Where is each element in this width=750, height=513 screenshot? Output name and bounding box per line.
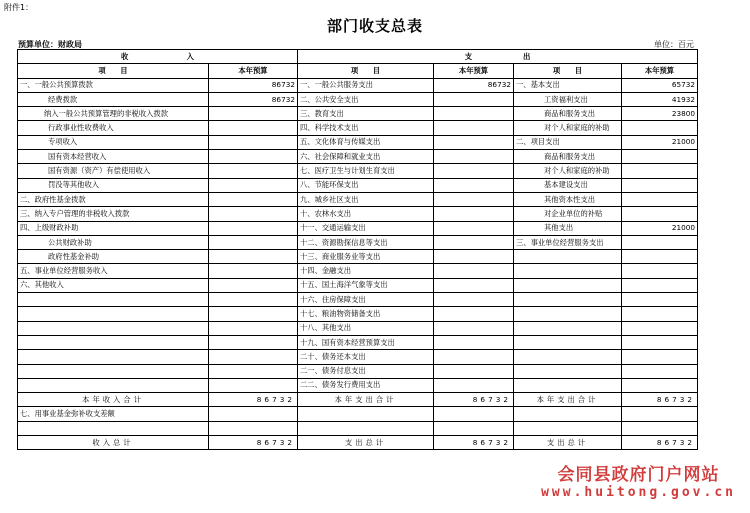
- site-watermark: [541, 460, 736, 500]
- expense-item-cell: 十七、粮油物资储备支出: [298, 307, 434, 321]
- expense-item-cell: 支出总计: [298, 436, 434, 450]
- table-row: [18, 121, 698, 135]
- expense-item-cell: 十三、商业服务业等支出: [298, 250, 434, 264]
- income-budget-cell: [209, 278, 298, 292]
- table-row: [18, 192, 698, 206]
- expense-budget-cell: [434, 107, 514, 121]
- income-budget-cell: [209, 107, 298, 121]
- income-item-cell: 二、政府性基金拨款: [18, 192, 209, 206]
- expense-budget-cell: [434, 335, 514, 349]
- expense-nature-budget-cell: [622, 335, 698, 349]
- expense-item-cell: 一、一般公共服务支出: [298, 78, 434, 92]
- table-row: [18, 92, 698, 106]
- income-item-cell: 国有资本经营收入: [18, 150, 209, 164]
- table-row: [18, 307, 698, 321]
- expense-nature-budget-cell: [622, 207, 698, 221]
- expense-item-cell: 七、医疗卫生与计划生育支出: [298, 164, 434, 178]
- page-title: 部门收支总表: [326, 17, 423, 35]
- expense-nature-budget-header: 本年预算: [622, 64, 698, 78]
- income-item-cell: 政府性基金补助: [18, 250, 209, 264]
- expense-nature-budget-cell: [622, 121, 698, 135]
- expense-budget-cell: [434, 207, 514, 221]
- income-budget-cell: [209, 364, 298, 378]
- income-budget-header: 本年预算: [209, 64, 298, 78]
- expense-budget-cell: [434, 178, 514, 192]
- expense-budget-cell: [434, 221, 514, 235]
- expense-nature-budget-cell: 41932: [622, 92, 698, 106]
- expense-budget-cell: [434, 121, 514, 135]
- table-row: [18, 164, 698, 178]
- expense-item-cell: 五、文化体育与传媒支出: [298, 135, 434, 149]
- income-budget-cell: [209, 221, 298, 235]
- income-item-cell: 四、上级财政补助: [18, 221, 209, 235]
- income-budget-cell: [209, 293, 298, 307]
- table-row: [18, 264, 698, 278]
- income-item-cell: [18, 293, 209, 307]
- expense-nature-item-cell: 支出总计: [514, 436, 622, 450]
- expense-nature-budget-cell: [622, 150, 698, 164]
- income-item-cell: [18, 421, 209, 435]
- income-item-cell: [18, 378, 209, 392]
- expense-nature-item-cell: 其他资本性支出: [514, 192, 622, 206]
- expense-budget-cell: 86732: [434, 436, 514, 450]
- expense-nature-budget-cell: [622, 250, 698, 264]
- income-item-cell: 七、用事业基金弥补收支差额: [18, 407, 209, 421]
- expense-nature-budget-cell: 65732: [622, 78, 698, 92]
- expense-item-cell: [298, 421, 434, 435]
- expense-nature-item-cell: 一、基本支出: [514, 78, 622, 92]
- expense-item-cell: 十二、资源勘探信息等支出: [298, 235, 434, 249]
- income-budget-cell: 86732: [209, 92, 298, 106]
- income-item-cell: 国有资源（资产）有偿使用收入: [18, 164, 209, 178]
- income-budget-cell: [209, 207, 298, 221]
- income-budget-cell: [209, 264, 298, 278]
- expense-nature-budget-cell: [622, 307, 698, 321]
- expense-item-cell: 二二、债务发行费用支出: [298, 378, 434, 392]
- income-item-cell: 六、其他收入: [18, 278, 209, 292]
- income-budget-cell: [209, 421, 298, 435]
- income-item-cell: 纳入一般公共预算管理的非税收入拨款: [18, 107, 209, 121]
- expense-item-cell: 十九、国有资本经营预算支出: [298, 335, 434, 349]
- expense-nature-item-cell: [514, 421, 622, 435]
- income-budget-cell: [209, 164, 298, 178]
- expense-budget-cell: [434, 235, 514, 249]
- expense-budget-cell: [434, 350, 514, 364]
- expense-nature-budget-cell: [622, 407, 698, 421]
- expense-nature-budget-cell: [622, 164, 698, 178]
- expense-nature-item-cell: 商品和服务支出: [514, 150, 622, 164]
- income-item-cell: 经费拨款: [18, 92, 209, 106]
- expense-budget-cell: [434, 307, 514, 321]
- table-row: [18, 235, 698, 249]
- expense-nature-item-cell: 本年支出合计: [514, 393, 622, 407]
- expense-nature-item-cell: [514, 307, 622, 321]
- expense-nature-item-cell: [514, 321, 622, 335]
- expense-item-cell: 二十、债务还本支出: [298, 350, 434, 364]
- expense-nature-budget-cell: [622, 178, 698, 192]
- currency-unit-label: 单位：百元: [654, 40, 694, 49]
- expense-budget-cell: [434, 293, 514, 307]
- table-row: [18, 221, 698, 235]
- expense-budget-cell: [434, 378, 514, 392]
- income-budget-cell: [209, 407, 298, 421]
- income-item-cell: 公共财政补助: [18, 235, 209, 249]
- income-item-cell: 行政事业性收费收入: [18, 121, 209, 135]
- expense-budget-cell: 86732: [434, 78, 514, 92]
- expense-nature-item-cell: [514, 378, 622, 392]
- expense-section-header: 支 出: [298, 50, 698, 64]
- expense-nature-item-cell: [514, 364, 622, 378]
- expense-nature-item-cell: 对个人和家庭的补助: [514, 121, 622, 135]
- table-row: [18, 321, 698, 335]
- expense-budget-cell: [434, 164, 514, 178]
- income-item-cell: 本年收入合计: [18, 393, 209, 407]
- expense-nature-budget-cell: 86732: [622, 393, 698, 407]
- expense-nature-item-cell: [514, 264, 622, 278]
- income-budget-cell: [209, 307, 298, 321]
- expense-item-cell: 十、农林水支出: [298, 207, 434, 221]
- income-budget-cell: [209, 121, 298, 135]
- expense-item-cell: 本年支出合计: [298, 393, 434, 407]
- table-row: [18, 364, 698, 378]
- expense-nature-item-cell: 工资福利支出: [514, 92, 622, 106]
- expense-item-cell: 二一、债务付息支出: [298, 364, 434, 378]
- table-row: [18, 250, 698, 264]
- expense-nature-item-cell: [514, 293, 622, 307]
- expense-budget-cell: [434, 421, 514, 435]
- expense-budget-cell: [434, 92, 514, 106]
- expense-nature-budget-cell: 23800: [622, 107, 698, 121]
- expense-item-cell: 九、城乡社区支出: [298, 192, 434, 206]
- table-row: [18, 421, 698, 435]
- table-row: [18, 135, 698, 149]
- expense-item-cell: 四、科学技术支出: [298, 121, 434, 135]
- table-row: [18, 335, 698, 349]
- expense-item-cell: 三、教育支出: [298, 107, 434, 121]
- expense-budget-cell: [434, 150, 514, 164]
- expense-nature-item-cell: 二、项目支出: [514, 135, 622, 149]
- table-row: [18, 178, 698, 192]
- expense-nature-budget-cell: 86732: [622, 436, 698, 450]
- expense-nature-budget-cell: [622, 321, 698, 335]
- expense-budget-cell: [434, 321, 514, 335]
- expense-item-cell: 十四、金融支出: [298, 264, 434, 278]
- table-row: [18, 407, 698, 421]
- table-row: [18, 278, 698, 292]
- income-budget-cell: [209, 378, 298, 392]
- section-header-row: [18, 50, 698, 64]
- expense-nature-item-cell: 商品和服务支出: [514, 107, 622, 121]
- column-header-row: [18, 64, 698, 78]
- expense-nature-item-cell: [514, 278, 622, 292]
- expense-item-cell: 八、节能环保支出: [298, 178, 434, 192]
- income-budget-cell: 86732: [209, 78, 298, 92]
- watermark-site-name: 会同县政府门户网站: [557, 465, 720, 485]
- income-budget-cell: 86732: [209, 393, 298, 407]
- income-budget-cell: [209, 178, 298, 192]
- expense-nature-budget-cell: 21000: [622, 135, 698, 149]
- table-row: [18, 393, 698, 407]
- expense-item-cell: 十八、其他支出: [298, 321, 434, 335]
- expense-budget-cell: [434, 407, 514, 421]
- expense-nature-item-cell: 基本建设支出: [514, 178, 622, 192]
- income-budget-cell: [209, 350, 298, 364]
- expense-nature-budget-cell: [622, 192, 698, 206]
- expense-nature-budget-cell: [622, 264, 698, 278]
- expense-nature-item-cell: [514, 350, 622, 364]
- income-item-cell: 一、一般公共预算拨款: [18, 78, 209, 92]
- expense-item-cell: [298, 407, 434, 421]
- expense-nature-item-cell: 三、事业单位经营服务支出: [514, 235, 622, 249]
- expense-nature-budget-cell: [622, 293, 698, 307]
- income-item-cell: [18, 364, 209, 378]
- expense-budget-cell: [434, 364, 514, 378]
- table-row: [18, 107, 698, 121]
- expense-nature-budget-cell: [622, 378, 698, 392]
- income-item-cell: 收入总计: [18, 436, 209, 450]
- expense-nature-item-cell: 其他支出: [514, 221, 622, 235]
- expense-budget-cell: [434, 135, 514, 149]
- expense-item-cell: 十五、国土海洋气象等支出: [298, 278, 434, 292]
- table-row: [18, 293, 698, 307]
- expense-nature-item-header: 项 目: [514, 64, 622, 78]
- expense-item-header: 项 目: [298, 64, 434, 78]
- expense-nature-item-cell: 对企业单位的补贴: [514, 207, 622, 221]
- income-item-cell: [18, 321, 209, 335]
- table-row: [18, 78, 698, 92]
- table-row: [18, 150, 698, 164]
- expense-nature-item-cell: [514, 335, 622, 349]
- income-item-cell: 专项收入: [18, 135, 209, 149]
- income-budget-cell: [209, 150, 298, 164]
- expense-nature-budget-cell: [622, 421, 698, 435]
- expense-budget-cell: 86732: [434, 393, 514, 407]
- expense-nature-budget-cell: [622, 235, 698, 249]
- expense-nature-budget-cell: 21000: [622, 221, 698, 235]
- expense-nature-item-cell: 对个人和家庭的补助: [514, 164, 622, 178]
- table-row: [18, 378, 698, 392]
- expense-nature-budget-cell: [622, 364, 698, 378]
- expense-nature-budget-cell: [622, 350, 698, 364]
- income-item-cell: 五、事业单位经营服务收入: [18, 264, 209, 278]
- expense-budget-cell: [434, 192, 514, 206]
- income-item-cell: [18, 350, 209, 364]
- table-row: [18, 207, 698, 221]
- income-item-cell: 罚没等其他收入: [18, 178, 209, 192]
- income-section-header: 收 入: [18, 50, 298, 64]
- income-budget-cell: 86732: [209, 436, 298, 450]
- expense-item-cell: 十六、住房保障支出: [298, 293, 434, 307]
- budget-summary-table: [17, 49, 698, 450]
- expense-nature-budget-cell: [622, 278, 698, 292]
- income-item-cell: [18, 335, 209, 349]
- income-budget-cell: [209, 235, 298, 249]
- expense-item-cell: 六、社会保障和就业支出: [298, 150, 434, 164]
- budget-unit-label: 预算单位：财政局: [18, 40, 82, 49]
- expense-item-cell: 二、公共安全支出: [298, 92, 434, 106]
- expense-budget-cell: [434, 250, 514, 264]
- table-row: [18, 436, 698, 450]
- income-budget-cell: [209, 335, 298, 349]
- income-item-cell: 三、纳入专户管理的非税收入拨款: [18, 207, 209, 221]
- table-row: [18, 350, 698, 364]
- income-item-cell: [18, 307, 209, 321]
- income-budget-cell: [209, 250, 298, 264]
- expense-nature-item-cell: [514, 250, 622, 264]
- expense-budget-cell: [434, 278, 514, 292]
- expense-budget-cell: [434, 264, 514, 278]
- attachment-label: 附件1：: [4, 3, 34, 12]
- expense-budget-header: 本年预算: [434, 64, 514, 78]
- income-item-header: 项 目: [18, 64, 209, 78]
- income-budget-cell: [209, 192, 298, 206]
- expense-item-cell: 十一、交通运输支出: [298, 221, 434, 235]
- income-budget-cell: [209, 135, 298, 149]
- income-budget-cell: [209, 321, 298, 335]
- watermark-url: www.huitong.gov.cn: [541, 485, 736, 500]
- expense-nature-item-cell: [514, 407, 622, 421]
